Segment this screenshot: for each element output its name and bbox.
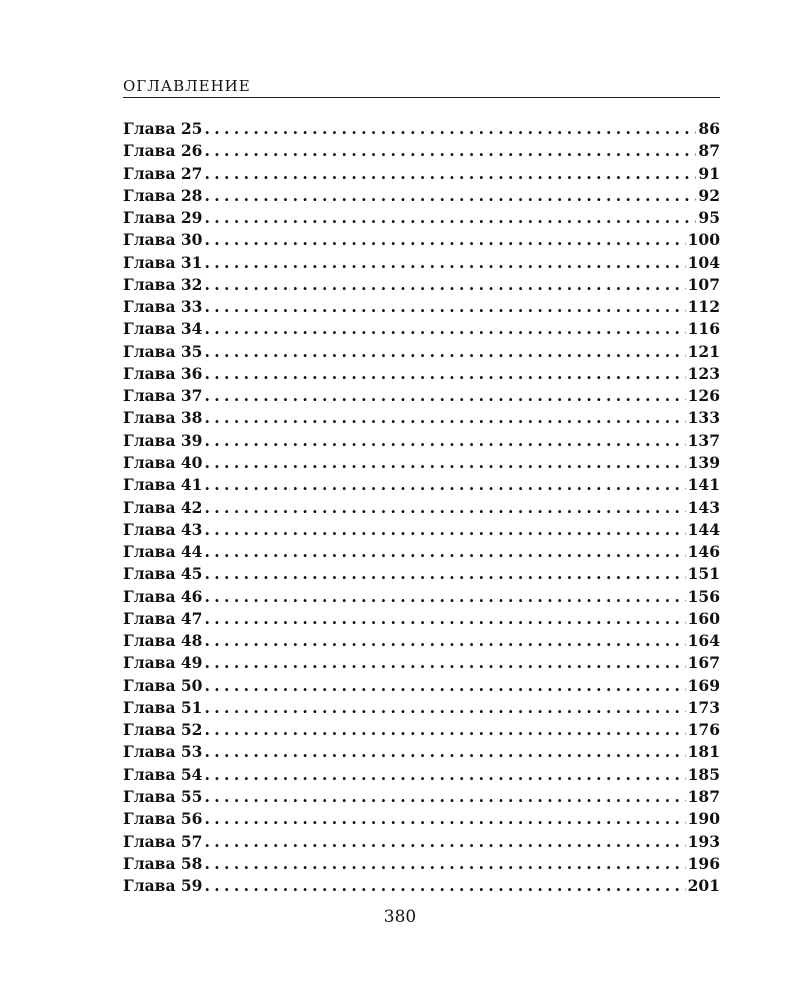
toc-entry-page: 139 bbox=[687, 452, 720, 472]
dot-leader bbox=[204, 541, 685, 563]
toc-entry-label: Глава 26 bbox=[123, 141, 203, 161]
toc-entry[interactable] bbox=[123, 252, 720, 274]
dot-leader bbox=[204, 875, 685, 897]
toc-entry-label: Глава 47 bbox=[123, 608, 203, 628]
toc-entry[interactable] bbox=[123, 274, 720, 296]
toc-entry-page: 92 bbox=[698, 185, 720, 205]
toc-entry-label: Глава 55 bbox=[123, 786, 203, 806]
toc-entry-page: 193 bbox=[687, 831, 720, 851]
dot-leader bbox=[204, 608, 685, 630]
toc-entry-page: 143 bbox=[687, 497, 720, 517]
dot-leader bbox=[204, 519, 685, 541]
toc-entry-label: Глава 32 bbox=[123, 274, 203, 294]
toc-entry[interactable] bbox=[123, 608, 720, 630]
table-of-contents bbox=[123, 118, 720, 897]
toc-entry[interactable] bbox=[123, 407, 720, 429]
toc-entry-label: Глава 57 bbox=[123, 831, 203, 851]
toc-entry-label: Глава 45 bbox=[123, 564, 203, 584]
toc-entry-page: 196 bbox=[687, 853, 720, 873]
toc-entry[interactable] bbox=[123, 163, 720, 185]
toc-entry-label: Глава 51 bbox=[123, 697, 203, 717]
toc-entry-label: Глава 40 bbox=[123, 452, 203, 472]
dot-leader bbox=[204, 786, 685, 808]
toc-entry-page: 144 bbox=[687, 519, 720, 539]
toc-entry[interactable] bbox=[123, 786, 720, 808]
toc-entry-page: 141 bbox=[687, 475, 720, 495]
toc-entry-page: 146 bbox=[687, 542, 720, 562]
dot-leader bbox=[204, 831, 685, 853]
toc-entry-page: 151 bbox=[687, 564, 720, 584]
toc-entry-page: 87 bbox=[698, 141, 720, 161]
dot-leader bbox=[204, 207, 696, 229]
dot-leader bbox=[204, 630, 685, 652]
dot-leader bbox=[204, 452, 685, 474]
toc-entry-page: 107 bbox=[687, 274, 720, 294]
toc-entry-label: Глава 53 bbox=[123, 742, 203, 762]
toc-entry-label: Глава 27 bbox=[123, 163, 203, 183]
toc-entry[interactable] bbox=[123, 853, 720, 875]
toc-entry[interactable] bbox=[123, 229, 720, 251]
toc-entry-page: 133 bbox=[687, 408, 720, 428]
toc-entry[interactable] bbox=[123, 541, 720, 563]
toc-entry-page: 116 bbox=[687, 319, 720, 339]
toc-entry-label: Глава 35 bbox=[123, 341, 203, 361]
toc-entry[interactable] bbox=[123, 652, 720, 674]
dot-leader bbox=[204, 407, 685, 429]
toc-entry-page: 160 bbox=[687, 608, 720, 628]
toc-entry[interactable] bbox=[123, 697, 720, 719]
toc-entry-page: 123 bbox=[687, 363, 720, 383]
toc-entry-label: Глава 31 bbox=[123, 252, 203, 272]
toc-entry-page: 112 bbox=[687, 297, 720, 317]
toc-entry-page: 201 bbox=[687, 876, 720, 896]
toc-entry-label: Глава 41 bbox=[123, 475, 203, 495]
dot-leader bbox=[204, 252, 685, 274]
toc-entry[interactable] bbox=[123, 118, 720, 140]
dot-leader bbox=[204, 741, 685, 763]
toc-entry-page: 185 bbox=[687, 764, 720, 784]
toc-entry-label: Глава 38 bbox=[123, 408, 203, 428]
dot-leader bbox=[204, 318, 685, 340]
toc-entry-page: 121 bbox=[687, 341, 720, 361]
toc-entry-page: 169 bbox=[687, 675, 720, 695]
dot-leader bbox=[204, 764, 685, 786]
toc-entry-label: Глава 49 bbox=[123, 653, 203, 673]
dot-leader bbox=[204, 363, 685, 385]
toc-entry-label: Глава 48 bbox=[123, 631, 203, 651]
toc-entry-label: Глава 28 bbox=[123, 185, 203, 205]
toc-entry-label: Глава 44 bbox=[123, 542, 203, 562]
dot-leader bbox=[204, 586, 685, 608]
toc-entry[interactable] bbox=[123, 719, 720, 741]
toc-entry-label: Глава 54 bbox=[123, 764, 203, 784]
dot-leader bbox=[204, 163, 696, 185]
toc-entry-label: Глава 34 bbox=[123, 319, 203, 339]
dot-leader bbox=[204, 185, 696, 207]
toc-entry-page: 181 bbox=[687, 742, 720, 762]
toc-entry[interactable] bbox=[123, 341, 720, 363]
toc-entry-label: Глава 29 bbox=[123, 208, 203, 228]
running-header bbox=[123, 76, 720, 98]
dot-leader bbox=[204, 229, 685, 251]
toc-entry-page: 167 bbox=[687, 653, 720, 673]
dot-leader bbox=[204, 497, 685, 519]
toc-entry[interactable] bbox=[123, 875, 720, 897]
toc-entry-label: Глава 56 bbox=[123, 809, 203, 829]
toc-entry[interactable] bbox=[123, 808, 720, 830]
toc-entry-page: 173 bbox=[687, 697, 720, 717]
toc-entry-label: Глава 50 bbox=[123, 675, 203, 695]
dot-leader bbox=[204, 430, 685, 452]
page-title: ОГЛАВЛЕНИЕ bbox=[123, 77, 251, 95]
toc-entry-label: Глава 39 bbox=[123, 430, 203, 450]
toc-entry[interactable] bbox=[123, 586, 720, 608]
toc-entry[interactable] bbox=[123, 474, 720, 496]
toc-entry[interactable] bbox=[123, 563, 720, 585]
dot-leader bbox=[204, 808, 685, 830]
toc-entry[interactable] bbox=[123, 675, 720, 697]
toc-entry[interactable] bbox=[123, 363, 720, 385]
toc-entry-page: 100 bbox=[687, 230, 720, 250]
toc-entry[interactable] bbox=[123, 831, 720, 853]
dot-leader bbox=[204, 652, 685, 674]
dot-leader bbox=[204, 274, 685, 296]
toc-entry[interactable] bbox=[123, 497, 720, 519]
toc-entry-label: Глава 25 bbox=[123, 119, 203, 138]
dot-leader bbox=[204, 563, 685, 585]
toc-entry-page: 187 bbox=[687, 786, 720, 806]
dot-leader bbox=[204, 296, 685, 318]
dot-leader bbox=[204, 474, 685, 496]
toc-entry[interactable] bbox=[123, 452, 720, 474]
dot-leader bbox=[204, 853, 685, 875]
dot-leader bbox=[204, 697, 685, 719]
toc-entry[interactable] bbox=[123, 764, 720, 786]
toc-entry[interactable] bbox=[123, 741, 720, 763]
toc-entry-page: 104 bbox=[687, 252, 720, 272]
toc-entry-label: Глава 37 bbox=[123, 386, 203, 406]
dot-leader bbox=[204, 341, 685, 363]
toc-entry-page: 95 bbox=[698, 208, 720, 228]
toc-entry-label: Глава 36 bbox=[123, 363, 203, 383]
toc-entry-label: Глава 30 bbox=[123, 230, 203, 250]
toc-entry-page: 137 bbox=[687, 430, 720, 450]
page-number: 380 bbox=[383, 907, 417, 927]
toc-entry-page: 164 bbox=[687, 631, 720, 651]
toc-entry[interactable] bbox=[123, 430, 720, 452]
toc-entry-label: Глава 46 bbox=[123, 586, 203, 606]
toc-entry[interactable] bbox=[123, 185, 720, 207]
dot-leader bbox=[204, 675, 685, 697]
toc-entry[interactable] bbox=[123, 519, 720, 541]
toc-entry-label: Глава 59 bbox=[123, 876, 203, 896]
toc-entry[interactable] bbox=[123, 296, 720, 318]
toc-entry-label: Глава 43 bbox=[123, 519, 203, 539]
toc-entry[interactable] bbox=[123, 318, 720, 340]
toc-entry[interactable] bbox=[123, 630, 720, 652]
toc-entry-label: Глава 58 bbox=[123, 853, 203, 873]
dot-leader bbox=[204, 140, 696, 162]
toc-entry-label: Глава 33 bbox=[123, 297, 203, 317]
toc-entry-page: 91 bbox=[698, 163, 720, 183]
toc-entry-label: Глава 42 bbox=[123, 497, 203, 517]
toc-entry-page: 190 bbox=[687, 809, 720, 829]
toc-entry-label: Глава 52 bbox=[123, 720, 203, 740]
dot-leader bbox=[204, 118, 696, 140]
toc-entry[interactable] bbox=[123, 385, 720, 407]
toc-entry-page: 86 bbox=[698, 119, 720, 138]
dot-leader bbox=[204, 719, 685, 741]
toc-entry[interactable] bbox=[123, 207, 720, 229]
toc-entry-page: 176 bbox=[687, 720, 720, 740]
dot-leader bbox=[204, 385, 685, 407]
toc-entry[interactable] bbox=[123, 140, 720, 162]
toc-entry-page: 156 bbox=[687, 586, 720, 606]
toc-entry-page: 126 bbox=[687, 386, 720, 406]
